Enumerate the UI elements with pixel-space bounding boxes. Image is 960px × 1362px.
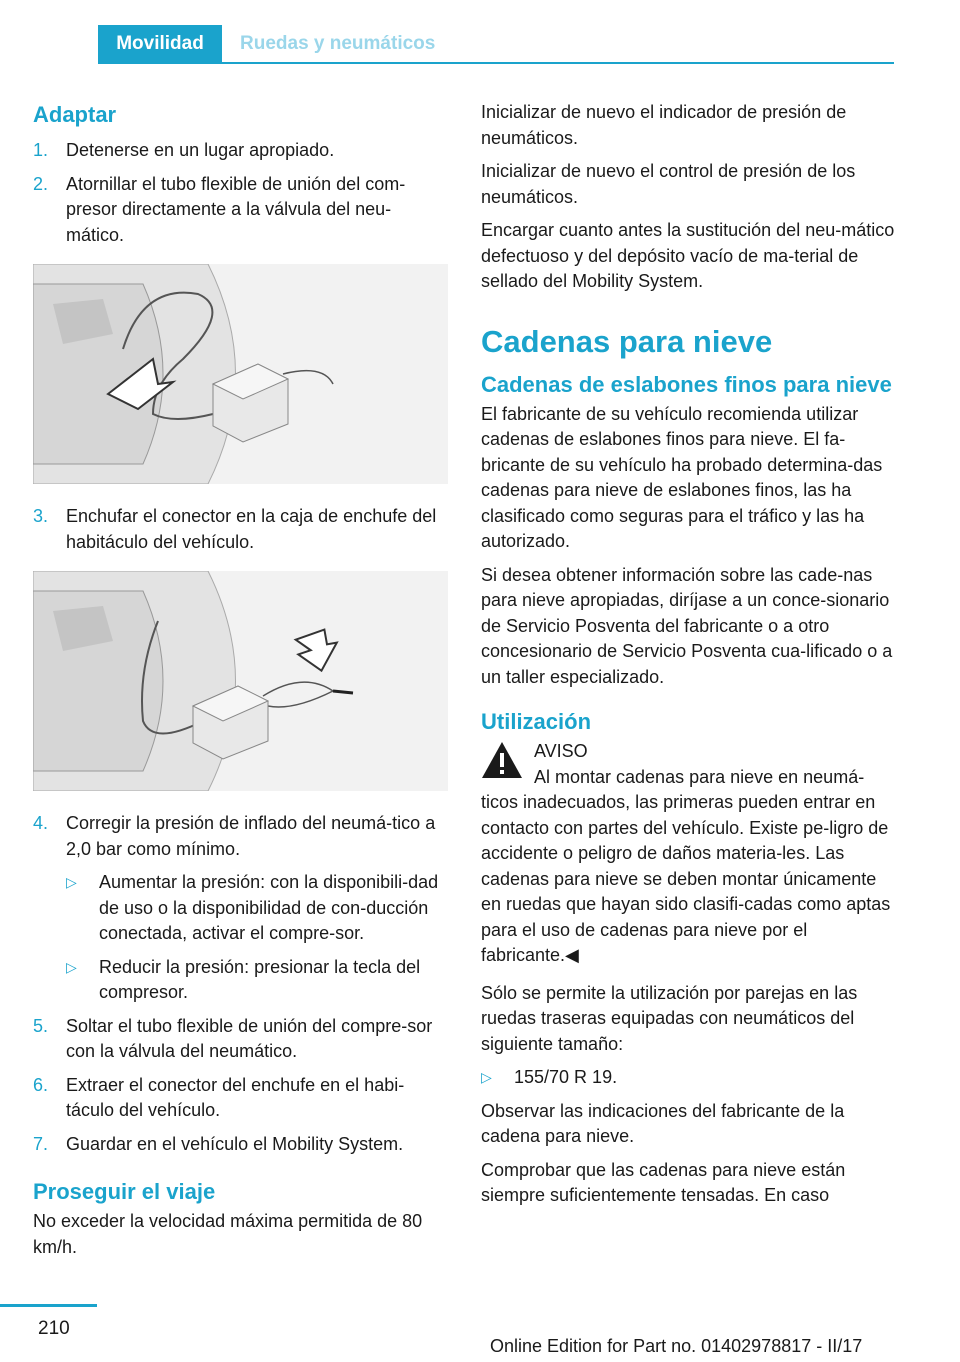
proseguir-heading: Proseguir el viaje	[33, 1179, 216, 1204]
section-tab-ruedas: Ruedas y neumáticos	[240, 33, 436, 54]
warning-label: AVISO	[534, 741, 588, 761]
warning-block	[481, 739, 895, 765]
section-tab-movilidad: Movilidad	[98, 25, 222, 62]
edition-note: Online Edition for Part no. 01402978817 - II/17	[490, 1336, 863, 1356]
proseguir-text: No exceder la velocidad máxima permitida de 80 km/h.	[33, 1211, 423, 1257]
step-5: 5. Soltar el tubo flexible de unión del compre-sor con la válvula del neumático.	[33, 1015, 433, 1061]
fine-chains-para-1: El fabricante de su vehículo recomienda utilizar cadenas de eslabones finos para nieve. El fa-bricante de su vehículo ha probado determina-das cadenas para nieve de eslabones finos, las ha clasificado como seguras para el tráfico y las ha autorizado.	[481, 403, 883, 551]
footer-rule	[0, 1304, 97, 1307]
tire-size-bullet: ▷ 155/70 R 19.	[481, 1065, 895, 1091]
use-title: Utilización	[481, 709, 592, 734]
connector-socket-illustration	[33, 571, 448, 791]
closing-para-2: Comprobar que las cadenas para nieve están siempre suficientemente tensadas. En caso	[481, 1159, 846, 1205]
page-number: 210	[38, 1318, 70, 1339]
step-3: 3. Enchufar el conector en la caja de enchufe del habitáculo del vehículo.	[33, 506, 437, 552]
right-column	[481, 100, 895, 1217]
fine-chains-para-2: Si desea obtener información sobre las cade-nas para nieve apropiadas, diríjase a un conce-sionario de Servicio Posventa del fabricante o a otro concesionario de Servicio Posventa cua-lificado o a un taller especializado.	[481, 564, 893, 687]
step-1: 1. Detenerse en un lugar apropiado.	[33, 140, 335, 160]
substep-decrease: ▷ Reducir la presión: presionar la tecla del compresor.	[66, 956, 421, 1002]
adaptar-heading: Adaptar	[33, 102, 117, 127]
header-rule	[98, 62, 894, 64]
triangle-bullet-icon: ▷	[481, 1069, 492, 1085]
warning-text: Al montar cadenas para nieve en neumá-ticos inadecuados, las primeras pueden entrar en contacto con partes del vehículo. Existe pe-ligro de accidente o peligro de daños materia-les. Las cadenas para nieve se deben montar únicamente en ruedas que hayan sido clasifi-cadas como aptas para el uso de cadenas para nieve por el fabricante.◀	[481, 766, 891, 965]
triangle-bullet-icon: ▷	[66, 958, 77, 975]
intro-para-1: Inicializar de nuevo el indicador de presión de neumáticos.	[481, 102, 847, 148]
step-4: 4. Corregir la presión de inflado del neumá-tico a 2,0 bar como mínimo.	[33, 813, 436, 859]
pairs-text: Sólo se permite la utilización por parejas en las ruedas traseras equipadas con neumáticos del siguiente tamaño:	[481, 982, 858, 1054]
step-6: 6. Extraer el conector del enchufe en el habi-táculo del vehículo.	[33, 1074, 405, 1120]
substep-increase: ▷ Aumentar la presión: con la disponibili-dad de uso o la disponibilidad de con-ducción conectada, activar el compre-sor.	[66, 872, 439, 943]
compressor-hose-illustration	[33, 264, 448, 484]
closing-para-1: Observar las indicaciones del fabricante de la cadena para nieve.	[481, 1100, 845, 1146]
chains-title: Cadenas para nieve	[481, 323, 773, 359]
intro-para-3: Encargar cuanto antes la sustitución del neu-mático defectuoso y del depósito vacío de ma-terial de sellado del Mobility System.	[481, 220, 895, 291]
step-2: 2. Atornillar el tubo flexible de unión del com-presor directamente a la válvula del neu-mático.	[33, 173, 406, 245]
left-column	[33, 100, 448, 1268]
step-7: 7. Guardar en el vehículo el Mobility System.	[33, 1133, 404, 1154]
intro-para-2: Inicializar de nuevo el control de presión de los neumáticos.	[481, 161, 856, 207]
fine-chains-title: Cadenas de eslabones finos para nieve	[481, 371, 892, 397]
triangle-bullet-icon: ▷	[66, 874, 77, 890]
